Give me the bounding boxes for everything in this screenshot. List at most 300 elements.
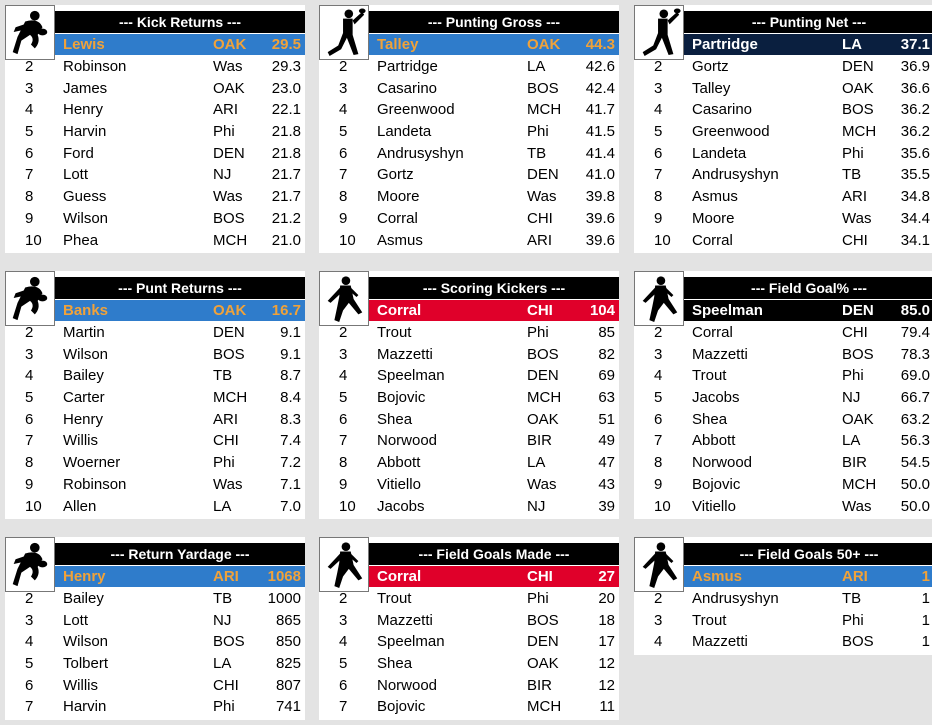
leader-panel <box>5 271 305 519</box>
team: ARI <box>527 231 553 249</box>
rank: 3 <box>25 345 34 363</box>
ranking-list <box>634 322 932 517</box>
stat-value: 11 <box>599 698 615 716</box>
ranking-list <box>5 588 305 718</box>
team: Phi <box>213 454 235 472</box>
rank: 3 <box>654 345 663 363</box>
stat-value: 1 <box>921 590 930 607</box>
team: LA <box>213 497 232 515</box>
rank: 9 <box>25 475 34 493</box>
kick-returner-icon <box>5 271 55 326</box>
team: DEN <box>213 144 245 162</box>
rank: 5 <box>339 655 348 673</box>
panel-title: --- Punting Gross --- <box>369 11 619 33</box>
player-name: Mazzetti <box>377 345 433 363</box>
rank: 8 <box>25 188 34 206</box>
stat-value: 22.1 <box>271 101 301 119</box>
rank: 7 <box>339 698 348 716</box>
ranking-list <box>634 56 932 251</box>
ranking-row <box>5 322 305 344</box>
team: CHI <box>842 324 868 341</box>
leader-panel <box>634 271 932 519</box>
player-name: Landeta <box>377 123 432 141</box>
leader-panel <box>634 537 932 655</box>
player-name: James <box>63 79 108 97</box>
ranking-row <box>634 496 932 518</box>
ranking-row <box>319 588 619 610</box>
punter-icon <box>319 5 369 60</box>
team: DEN <box>527 367 559 385</box>
rank: 5 <box>339 389 348 407</box>
ranking-row <box>5 186 305 208</box>
team: Phi <box>527 123 549 141</box>
team: TB <box>842 590 862 607</box>
leader-panel <box>5 537 305 720</box>
stat-value: 78.3 <box>900 345 930 363</box>
panel-title: --- Field Goal% --- <box>684 277 932 299</box>
stat-value: 36.6 <box>900 79 930 97</box>
stat-value: 21.8 <box>271 123 301 141</box>
team: DEN <box>527 166 559 184</box>
rank: 9 <box>339 475 348 493</box>
leader-value: 1 <box>921 568 930 585</box>
rank: 8 <box>654 188 663 206</box>
ranking-row <box>5 56 305 78</box>
team: MCH <box>213 389 248 407</box>
ranking-row <box>634 344 932 366</box>
panel-title: --- Field Goals Made --- <box>369 543 619 565</box>
team: TB <box>213 590 233 607</box>
team: Was <box>527 188 557 206</box>
player-name: Talley <box>692 79 731 97</box>
player-name: Carter <box>63 389 105 407</box>
ranking-row <box>634 143 932 165</box>
player-name: Trout <box>692 611 727 629</box>
rank: 7 <box>25 166 34 184</box>
rank: 6 <box>654 410 663 428</box>
ranking-row <box>319 322 619 344</box>
player-name: Greenwood <box>692 123 770 141</box>
team: Was <box>213 188 243 206</box>
player-name: Norwood <box>377 676 438 694</box>
player-name: Abbott <box>377 454 421 472</box>
player-name: Henry <box>63 101 104 119</box>
rank: 6 <box>654 144 663 162</box>
ranking-row <box>5 631 305 653</box>
leader-name: Lewis <box>63 36 105 53</box>
rank: 7 <box>654 166 663 184</box>
player-name: Allen <box>63 497 97 515</box>
stat-value: 36.9 <box>900 58 930 75</box>
player-name: Greenwood <box>377 101 455 119</box>
stat-value: 63.2 <box>900 410 930 428</box>
player-name: Speelman <box>377 367 445 385</box>
player-name: Shea <box>692 410 728 428</box>
stat-value: 34.1 <box>900 231 930 249</box>
ranking-row <box>319 143 619 165</box>
rank: 8 <box>654 454 663 472</box>
stat-value: 7.2 <box>280 454 301 472</box>
ranking-row <box>634 588 932 610</box>
punter-icon <box>634 5 684 60</box>
team: BIR <box>527 676 553 694</box>
stat-value: 43 <box>598 475 615 493</box>
team: ARI <box>213 101 239 119</box>
stat-value: 39 <box>598 497 615 515</box>
player-name: Andrusyshyn <box>692 590 779 607</box>
player-name: Harvin <box>63 123 107 141</box>
ranking-row <box>5 496 305 518</box>
ranking-row <box>319 631 619 653</box>
ranking-row <box>634 56 932 78</box>
leader-panel <box>319 5 619 253</box>
leader-panel <box>5 5 305 253</box>
leader-name: Corral <box>377 568 422 585</box>
stat-value: 85 <box>598 324 615 341</box>
player-name: Asmus <box>377 231 423 249</box>
stat-value: 35.6 <box>900 144 930 162</box>
rank: 2 <box>339 590 348 607</box>
team: LA <box>527 58 546 75</box>
leader-value: 85.0 <box>900 302 930 319</box>
player-name: Vitiello <box>377 475 421 493</box>
player-name: Mazzetti <box>692 633 748 651</box>
team: DEN <box>527 633 559 651</box>
stat-value: 20 <box>598 590 615 607</box>
ranking-row <box>319 230 619 252</box>
ranking-row <box>634 387 932 409</box>
team: MCH <box>213 231 248 249</box>
stat-value: 36.2 <box>900 123 930 141</box>
stat-value: 741 <box>275 698 301 716</box>
leader-value: 27 <box>598 568 615 585</box>
team: BOS <box>842 345 874 363</box>
rank: 5 <box>654 123 663 141</box>
ranking-row <box>634 452 932 474</box>
ranking-row <box>634 208 932 230</box>
player-name: Mazzetti <box>377 611 433 629</box>
rank: 4 <box>25 633 34 651</box>
ranking-row <box>319 56 619 78</box>
ranking-row <box>319 78 619 100</box>
ranking-list <box>319 322 619 517</box>
team: Phi <box>213 698 235 716</box>
player-name: Robinson <box>63 58 127 75</box>
ranking-row <box>319 675 619 697</box>
team: BOS <box>213 633 245 651</box>
team: BOS <box>213 209 245 227</box>
team: NJ <box>213 611 232 629</box>
kick-returner-icon <box>5 5 55 60</box>
stat-value: 49 <box>598 432 615 450</box>
stat-value: 39.8 <box>585 188 615 206</box>
stat-value: 56.3 <box>900 432 930 450</box>
stat-value: 35.5 <box>900 166 930 184</box>
rank: 3 <box>25 79 34 97</box>
player-name: Corral <box>692 231 733 249</box>
team: BOS <box>842 101 874 119</box>
stat-value: 9.1 <box>280 345 301 363</box>
team: BIR <box>527 432 553 450</box>
stat-value: 18 <box>598 611 615 629</box>
player-name: Bailey <box>63 367 104 385</box>
ranking-row <box>5 164 305 186</box>
rank: 10 <box>654 231 671 249</box>
ranking-row <box>319 696 619 718</box>
ranking-row <box>634 99 932 121</box>
rank: 10 <box>654 497 671 515</box>
team: Was <box>842 209 872 227</box>
ranking-list <box>319 588 619 718</box>
player-name: Andrusyshyn <box>377 144 464 162</box>
team: NJ <box>213 166 232 184</box>
leader-value: 37.1 <box>900 36 930 53</box>
ranking-row <box>319 121 619 143</box>
rank: 3 <box>339 611 348 629</box>
stat-value: 8.4 <box>280 389 301 407</box>
leader-name: Corral <box>377 302 422 319</box>
ranking-row <box>319 610 619 632</box>
rank: 3 <box>25 611 34 629</box>
leader-value: 1068 <box>267 568 301 585</box>
ranking-row <box>5 387 305 409</box>
rank: 4 <box>339 367 348 385</box>
leader-name: Partridge <box>692 36 758 53</box>
ranking-row <box>5 208 305 230</box>
player-name: Gortz <box>692 58 729 75</box>
team: OAK <box>527 410 559 428</box>
ranking-row <box>5 99 305 121</box>
rank: 5 <box>25 655 34 673</box>
leader-team: ARI <box>842 568 868 585</box>
player-name: Gortz <box>377 166 414 184</box>
stat-value: 82 <box>598 345 615 363</box>
player-name: Trout <box>377 324 412 341</box>
rank: 4 <box>339 101 348 119</box>
team: Phi <box>527 590 549 607</box>
ranking-row <box>5 365 305 387</box>
leader-team: LA <box>842 36 862 53</box>
ranking-row <box>5 344 305 366</box>
ranking-row <box>634 121 932 143</box>
player-name: Jacobs <box>692 389 740 407</box>
team: LA <box>213 655 232 673</box>
team: BOS <box>213 345 245 363</box>
ranking-row <box>319 409 619 431</box>
team: CHI <box>213 676 239 694</box>
leader-value: 29.5 <box>271 36 301 53</box>
player-name: Guess <box>63 188 107 206</box>
kicker-icon <box>634 271 684 326</box>
ranking-row <box>319 452 619 474</box>
leader-team: ARI <box>213 568 239 585</box>
team: TB <box>527 144 547 162</box>
player-name: Harvin <box>63 698 107 716</box>
player-name: Norwood <box>692 454 753 472</box>
rank: 7 <box>654 432 663 450</box>
leader-row <box>684 34 932 55</box>
leader-team: DEN <box>842 302 874 319</box>
team: CHI <box>527 209 553 227</box>
stat-value: 50.0 <box>900 497 930 515</box>
leader-value: 44.3 <box>585 36 615 53</box>
team: NJ <box>527 497 546 515</box>
player-name: Trout <box>692 367 727 385</box>
stat-value: 41.4 <box>585 144 615 162</box>
ranking-row <box>319 344 619 366</box>
rank: 4 <box>339 633 348 651</box>
ranking-row <box>634 365 932 387</box>
player-name: Robinson <box>63 475 127 493</box>
leader-team: OAK <box>213 36 247 53</box>
player-name: Wilson <box>63 345 109 363</box>
player-name: Partridge <box>377 58 438 75</box>
team: Phi <box>842 144 864 162</box>
player-name: Mazzetti <box>692 345 748 363</box>
team: OAK <box>213 79 245 97</box>
rank: 4 <box>654 633 663 651</box>
player-name: Shea <box>377 655 413 673</box>
stat-value: 21.7 <box>271 188 301 206</box>
team: TB <box>842 166 862 184</box>
stat-value: 69 <box>598 367 615 385</box>
team: CHI <box>213 432 239 450</box>
player-name: Shea <box>377 410 413 428</box>
stat-value: 41.5 <box>585 123 615 141</box>
ranking-row <box>634 474 932 496</box>
leader-name: Henry <box>63 568 106 585</box>
ranking-row <box>319 653 619 675</box>
stat-value: 41.0 <box>585 166 615 184</box>
team: Phi <box>842 367 864 385</box>
leader-row <box>684 300 932 321</box>
ranking-row <box>319 496 619 518</box>
rank: 3 <box>654 79 663 97</box>
stat-value: 34.8 <box>900 188 930 206</box>
stat-value: 42.6 <box>585 58 615 75</box>
rank: 2 <box>25 324 34 341</box>
ranking-row <box>634 164 932 186</box>
player-name: Moore <box>377 188 420 206</box>
rank: 4 <box>25 101 34 119</box>
rank: 8 <box>339 454 348 472</box>
leader-row <box>369 300 619 321</box>
rank: 6 <box>339 676 348 694</box>
team: MCH <box>527 389 562 407</box>
ranking-row <box>634 610 932 632</box>
rank: 9 <box>654 475 663 493</box>
ranking-row <box>634 230 932 252</box>
stat-value: 36.2 <box>900 101 930 119</box>
stat-value: 1 <box>921 611 930 629</box>
stat-value: 825 <box>275 655 301 673</box>
stat-value: 850 <box>275 633 301 651</box>
ranking-list <box>319 56 619 251</box>
player-name: Woerner <box>63 454 121 472</box>
rank: 7 <box>25 432 34 450</box>
team: BOS <box>527 79 559 97</box>
team: OAK <box>842 410 874 428</box>
stat-value: 807 <box>275 676 301 694</box>
player-name: Bojovic <box>377 698 426 716</box>
player-name: Tolbert <box>63 655 109 673</box>
rank: 10 <box>25 231 42 249</box>
ranking-row <box>5 121 305 143</box>
rank: 3 <box>654 611 663 629</box>
rank: 3 <box>339 79 348 97</box>
player-name: Bailey <box>63 590 104 607</box>
rank: 7 <box>339 432 348 450</box>
kicker-icon <box>319 271 369 326</box>
rank: 4 <box>654 367 663 385</box>
stat-value: 7.0 <box>280 497 301 515</box>
ranking-row <box>5 430 305 452</box>
leader-panel <box>319 537 619 720</box>
rank: 6 <box>25 676 34 694</box>
team: Was <box>842 497 872 515</box>
panel-title: --- Punting Net --- <box>684 11 932 33</box>
rank: 8 <box>339 188 348 206</box>
player-name: Wilson <box>63 209 109 227</box>
team: CHI <box>842 231 868 249</box>
team: NJ <box>842 389 861 407</box>
rank: 6 <box>25 410 34 428</box>
stat-value: 21.2 <box>271 209 301 227</box>
stat-value: 865 <box>275 611 301 629</box>
rank: 2 <box>654 58 663 75</box>
rank: 2 <box>339 58 348 75</box>
rank: 10 <box>339 231 356 249</box>
leader-name: Banks <box>63 302 109 319</box>
ranking-row <box>5 230 305 252</box>
ranking-row <box>634 430 932 452</box>
ranking-row <box>634 631 932 653</box>
stat-value: 1000 <box>267 590 301 607</box>
stat-value: 9.1 <box>280 324 301 341</box>
ranking-row <box>634 409 932 431</box>
stat-value: 69.0 <box>900 367 930 385</box>
rank: 5 <box>339 123 348 141</box>
panel-title: --- Scoring Kickers --- <box>369 277 619 299</box>
rank: 5 <box>25 389 34 407</box>
player-name: Moore <box>692 209 735 227</box>
stat-value: 7.4 <box>280 432 301 450</box>
ranking-row <box>319 99 619 121</box>
team: MCH <box>842 475 877 493</box>
player-name: Henry <box>63 410 104 428</box>
rank: 4 <box>654 101 663 119</box>
ranking-row <box>319 430 619 452</box>
leader-row <box>684 566 932 587</box>
ranking-row <box>319 186 619 208</box>
player-name: Trout <box>377 590 412 607</box>
team: MCH <box>527 101 562 119</box>
rank: 9 <box>654 209 663 227</box>
player-name: Vitiello <box>692 497 736 515</box>
rank: 8 <box>25 454 34 472</box>
ranking-list <box>5 56 305 251</box>
player-name: Corral <box>377 209 418 227</box>
player-name: Asmus <box>692 188 738 206</box>
rank: 2 <box>339 324 348 341</box>
ranking-row <box>5 675 305 697</box>
stat-value: 63 <box>598 389 615 407</box>
team: Was <box>213 58 243 75</box>
player-name: Norwood <box>377 432 438 450</box>
rank: 2 <box>654 324 663 341</box>
ranking-row <box>319 365 619 387</box>
team: Phi <box>842 611 864 629</box>
